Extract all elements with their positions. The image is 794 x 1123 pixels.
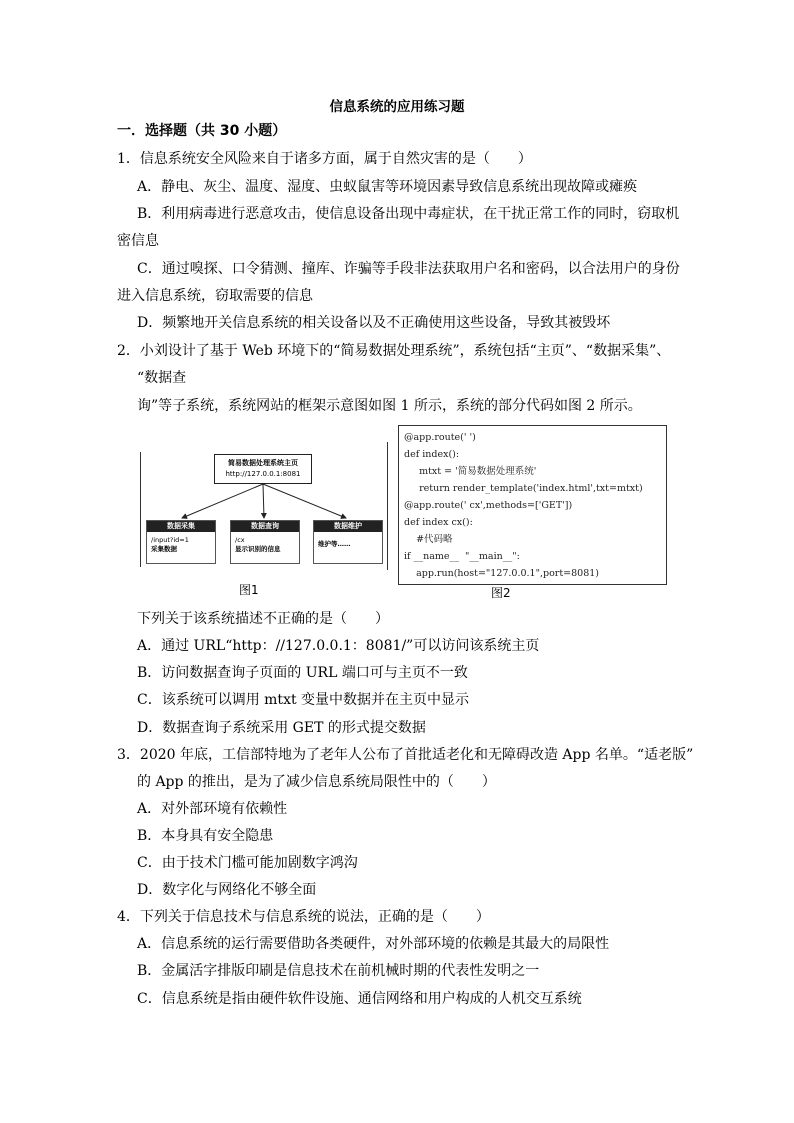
q2-stem: 2．小刘设计了基于 Web 环境下的“简易数据处理系统”，系统包括“主页”、“数据采集”、 <box>117 343 671 359</box>
q2-option-a: A．通过 URL“http：//127.0.0.1：8081/”可以访问该系统主页 <box>137 638 540 654</box>
q2-option-c: C．该系统可以调用 mtxt 变量中数据并在主页中显示 <box>137 692 470 708</box>
q2-stem-cont2: 询”等子系统，系统网站的框架示意图如图 1 所示，系统的部分代码如图 2 所示。 <box>137 398 642 414</box>
code-line: mtxt = '简易数据处理系统' <box>404 466 537 477</box>
q2-ask: 下列关于该系统描述不正确的是（ ） <box>137 611 389 627</box>
q3-option-b: B．本身具有安全隐患 <box>137 828 274 844</box>
main-page-title: 简易数据处理系统主页 <box>228 459 298 467</box>
module-path: /cx <box>235 536 245 544</box>
q2-option-d: D．数据查询子系统采用 GET 的形式提交数据 <box>137 720 426 736</box>
q3-stem: 3．2020 年底，工信部特地为了老年人公布了首批适老化和无障碍改造 App 名单。“适老版” <box>117 747 694 763</box>
module-maintain <box>313 520 383 564</box>
module-header: 数据查询 <box>231 521 299 532</box>
module-collect <box>146 520 216 564</box>
code-line: #代码略 <box>404 534 453 545</box>
figure-1-caption: 图1 <box>239 583 259 597</box>
code-line: @app.route(' ') <box>404 432 476 443</box>
main-page-box <box>214 454 312 484</box>
q4-option-b: B．金属活字排版印刷是信息技术在前机械时期的代表性发明之一 <box>137 963 540 979</box>
arrow-to-query <box>263 484 264 518</box>
module-query <box>230 520 300 564</box>
module-desc: 显示识别的信息 <box>235 545 281 553</box>
module-path: /input?id=1 <box>151 536 189 544</box>
q3-stem-cont: 的 App 的推出，是为了减少信息系统局限性中的（ ） <box>137 774 496 790</box>
q2-stem-cont1: “数据查 <box>137 370 187 386</box>
module-desc: 维护等…… <box>318 540 351 548</box>
figure-2-caption: 图2 <box>491 586 511 600</box>
q1-option-d: D．频繁地开关信息系统的相关设备以及不正确使用这些设备，导致其被毁坏 <box>137 315 611 331</box>
q1-option-b-cont: 密信息 <box>117 233 159 249</box>
figure-2-code-box <box>398 425 667 585</box>
q4-option-c: C．信息系统是指由硬件软件设施、通信网络和用户构成的人机交互系统 <box>137 991 582 1007</box>
page-title: 信息系统的应用练习题 <box>329 99 465 115</box>
code-line: def index cx(): <box>404 517 473 528</box>
q1-option-a: A．静电、灰尘、温度、湿度、虫蚁鼠害等环境因素导致信息系统出现故障或瘫痪 <box>137 179 638 195</box>
section-heading: 一．选择题（共 30 小题） <box>117 123 287 139</box>
main-page-url: http://127.0.0.1:8081 <box>225 470 301 478</box>
q3-option-a: A．对外部环境有依赖性 <box>137 801 288 817</box>
q4-stem: 4．下列关于信息技术与信息系统的说法，正确的是（ ） <box>117 909 490 925</box>
code-line: return render_template('index.html',txt=mtxt) <box>404 483 643 494</box>
code-line: if __name__ "__main__": <box>404 551 520 562</box>
code-line: app.run(host="127.0.0.1",port=8081) <box>404 568 599 579</box>
module-header: 数据维护 <box>314 521 382 532</box>
arrow-to-collect <box>182 484 263 518</box>
q2-option-b: B．访问数据查询子页面的 URL 端口可与主页不一致 <box>137 665 468 681</box>
q1-option-c: C．通过嗅探、口令猜测、撞库、诈骗等手段非法获取用户名和密码，以合法用户的身份 <box>137 261 680 277</box>
q3-option-c: C．由于技术门槛可能加剧数字鸿沟 <box>137 855 358 871</box>
module-desc: 采集数据 <box>151 545 177 553</box>
module-header: 数据采集 <box>147 521 215 532</box>
q1-stem: 1．信息系统安全风险来自于诸多方面，属于自然灾害的是（ ） <box>117 151 532 167</box>
q1-option-b: B．利用病毒进行恶意攻击，使信息设备出现中毒症状，在干扰正常工作的同时，窃取机 <box>137 206 680 222</box>
q3-option-d: D．数字化与网络化不够全面 <box>137 882 317 898</box>
figure-1-site-diagram <box>140 442 388 594</box>
q1-option-c-cont: 进入信息系统，窃取需要的信息 <box>117 288 313 304</box>
arrow-to-maintain <box>263 484 346 518</box>
code-line: def index(): <box>404 449 460 460</box>
q4-option-a: A．信息系统的运行需要借助各类硬件，对外部环境的依赖是其最大的局限性 <box>137 936 610 952</box>
code-line: @app.route(' cx',methods=['GET']) <box>404 500 573 511</box>
